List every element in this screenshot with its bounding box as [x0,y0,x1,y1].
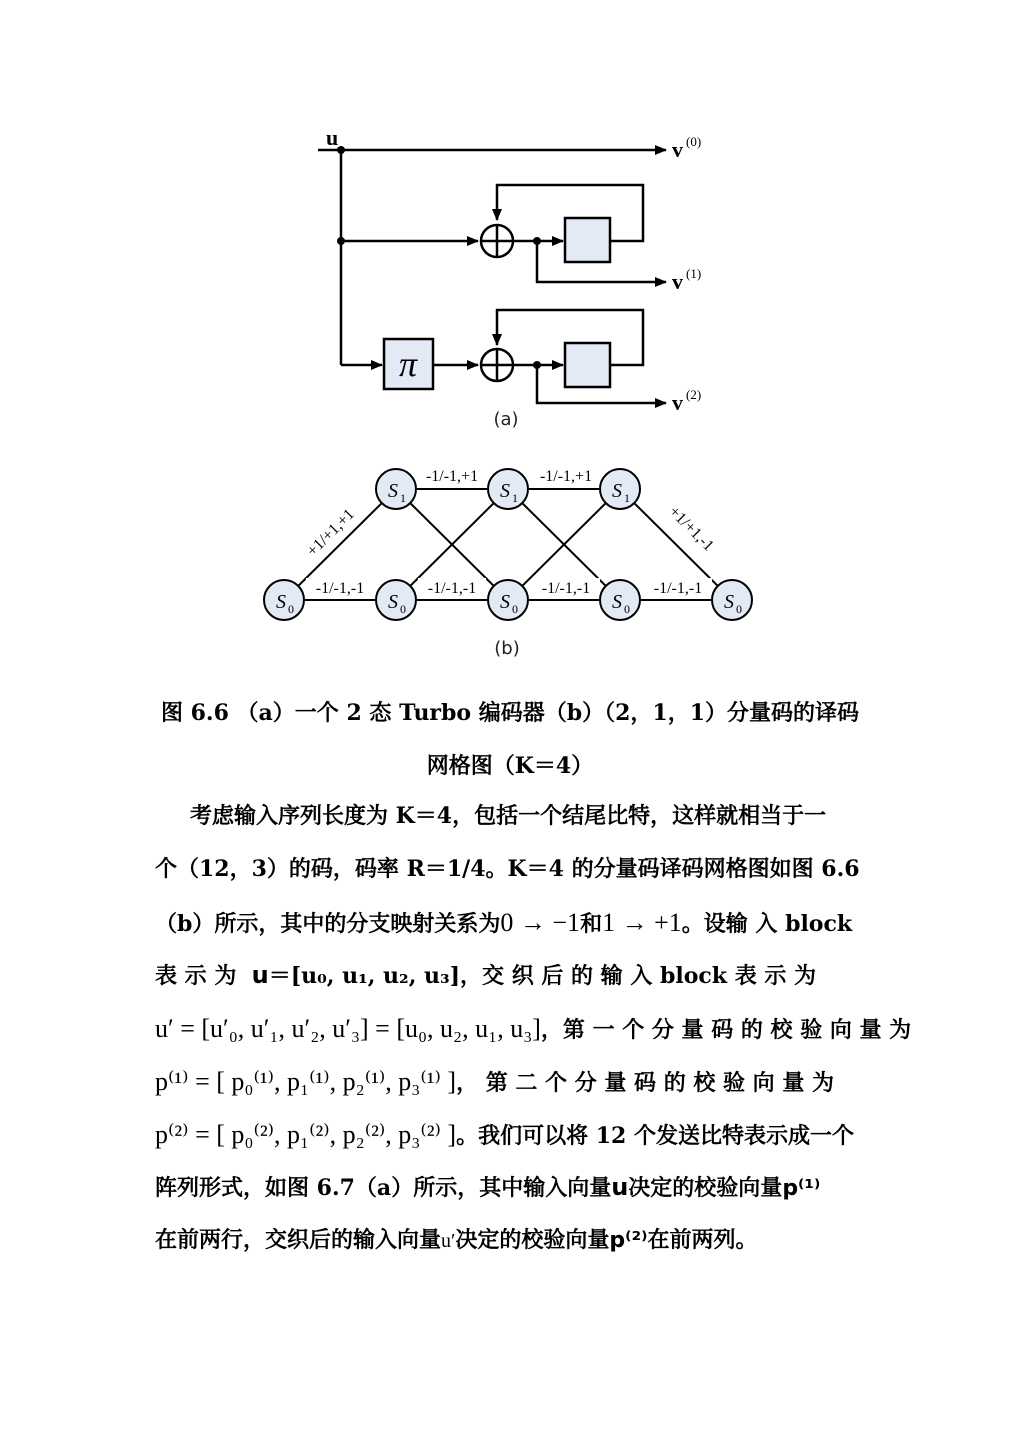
svg-text:0: 0 [736,602,742,616]
figure-caption-line1: 图 6.6 （a）一个 2 态 Turbo 编码器（b）（2，1，1）分量码的译码 [160,700,860,726]
para-line-4: 表 示 为 u＝[u₀, u₁, u₂, u₃]，交 织 后 的 输 入 block 表 示 为 [155,961,817,989]
sub-label-a: (a) [493,409,519,430]
svg-text:0: 0 [400,602,406,616]
svg-text:S: S [500,480,510,502]
edge-label-up: +1/+1,+1 [303,505,358,560]
para-line-7: p⁽²⁾ = [ p₀⁽²⁾, p₁⁽²⁾, p₂⁽²⁾, p₃⁽²⁾ ]。我们可以将 12 个发送比特表示成一个 [155,1120,855,1149]
sub-label-b: (b) [494,638,520,659]
svg-text:S: S [612,591,622,613]
edge-label-down: +1/+1,-1 [665,503,717,555]
edge-label-top-2: -1/-1,+1 [539,468,593,485]
para-line-2: 个（12，3）的码，码率 R＝1/4。K＝4 的分量码译码网格图如图 6.6 [155,856,860,882]
output-sup-0: (0) [686,134,702,149]
edge-label-bottom-4: -1/-1,-1 [653,580,703,597]
edge-label-bottom-3: -1/-1,-1 [541,580,591,597]
output-label-0: v [672,137,683,162]
svg-text:S: S [500,591,510,613]
trellis-diagram [0,440,1019,670]
svg-text:1: 1 [400,491,406,505]
svg-text:S: S [612,480,622,502]
interleaver-symbol: π [398,344,418,384]
para-line-8: 阵列形式，如图 6.7（a）所示，其中输入向量u决定的校验向量p⁽¹⁾ [155,1173,821,1201]
svg-text:0: 0 [288,602,294,616]
edge-label-top-1: -1/-1,+1 [425,468,479,485]
delay-box-1 [565,218,610,262]
output-sup-2: (2) [686,387,702,402]
para-line-3: （b）所示，其中的分支映射关系为0 → −1和1 → +1。设输 入 block [155,908,853,937]
delay-box-2 [565,343,610,387]
para-line-9: 在前两行，交织后的输入向量u′决定的校验向量p⁽²⁾在前两列。 [155,1227,758,1253]
output-label-1: v [672,269,683,294]
adder-2 [481,349,513,381]
output-label-2: v [672,390,683,415]
output-sup-1: (1) [686,266,702,281]
svg-text:0: 0 [624,602,630,616]
body-paragraph [155,790,912,1267]
para-line-5: u′ = [u′₀, u′₁, u′₂, u′₃] = [u₀, u₂, u₁, u₃]，第 一 个 分 量 码 的 校 验 向 量 为 [155,1014,912,1043]
edge-label-bottom-2: -1/-1,-1 [427,580,477,597]
svg-text:0: 0 [512,602,518,616]
para-line-1: 考虑输入序列长度为 K＝4，包括一个结尾比特，这样就相当于一 [190,803,827,829]
svg-text:S: S [388,591,398,613]
svg-text:S: S [724,591,734,613]
figure-caption-line2: 网格图（K＝4） [426,753,594,779]
svg-text:S: S [276,591,286,613]
adder-1 [481,225,513,257]
input-label: u [326,125,339,150]
svg-text:S: S [388,480,398,502]
turbo-encoder-diagram [0,0,1019,440]
svg-text:1: 1 [624,491,630,505]
svg-text:1: 1 [512,491,518,505]
para-line-6: p⁽¹⁾ = [ p₀⁽¹⁾, p₁⁽¹⁾, p₂⁽¹⁾, p₃⁽¹⁾ ]， 第 二 个 分 量 码 的 校 验 向 量 为 [155,1067,834,1096]
edge-label-bottom-1: -1/-1,-1 [315,580,365,597]
